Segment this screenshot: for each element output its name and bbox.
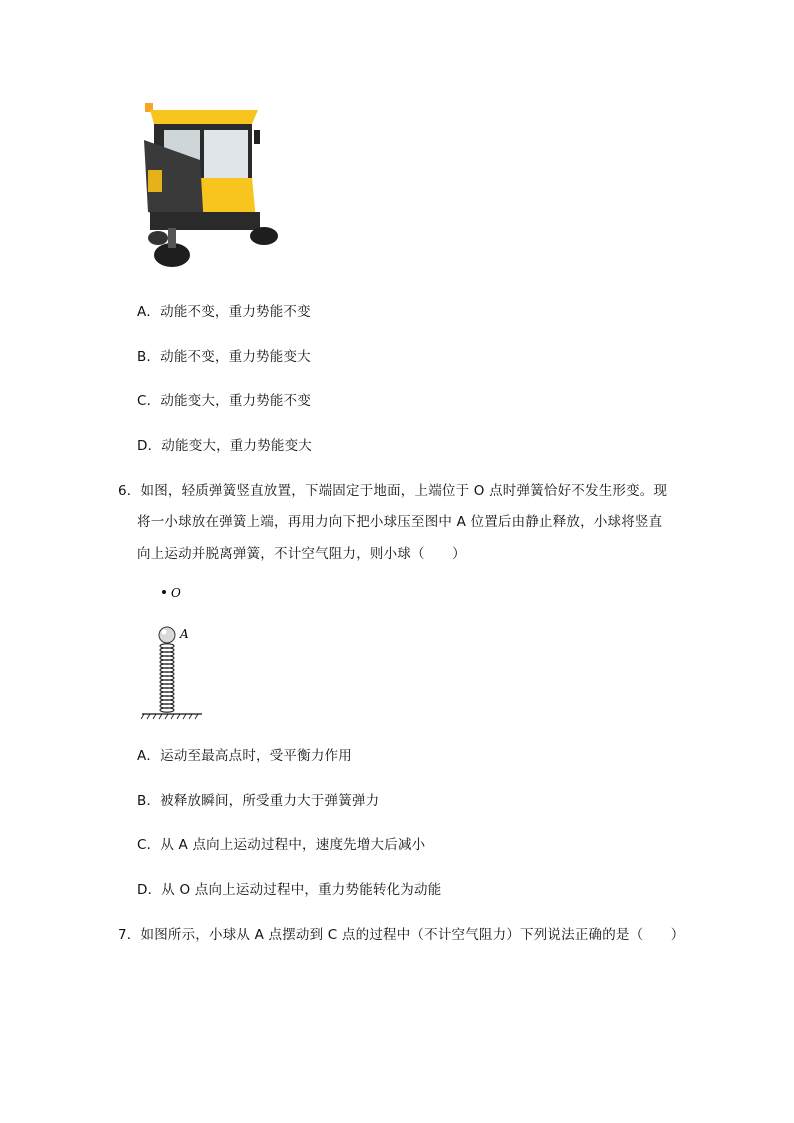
q5-option-d: D．动能变大，重力势能变大 [137,438,312,454]
point-a-label: A [180,627,189,641]
q5-option-b: B．动能不变，重力势能变大 [137,349,311,365]
q6-option-d: D．从 O 点向上运动过程中，重力势能转化为动能 [137,882,442,898]
q7-stem-line-1: 7．如图所示，小球从 A 点摆动到 C 点的过程中（不计空气阻力）下列说法正确的是（ ） [118,927,685,943]
q6-option-a: A．运动至最高点时，受平衡力作用 [137,748,352,764]
point-o-label: O [171,586,181,600]
q6-stem-line-2: 将一小球放在弹簧上端，再用力向下把小球压至图中 A 位置后由静止释放，小球将竖直 [137,514,663,530]
spring-coils [160,644,174,712]
q6-stem-line-1: 6．如图，轻质弹簧竖直放置，下端固定于地面，上端位于 O 点时弹簧恰好不发生形变。现 [118,483,668,499]
q5-option-a: A．动能不变，重力势能不变 [137,304,311,320]
spring-ball-diagram [140,582,210,722]
q5-option-c: C．动能变大，重力势能不变 [137,393,312,409]
q6-option-b: B．被释放瞬间，所受重力大于弹簧弹力 [137,793,380,809]
sweeper-vehicle-image [140,100,280,280]
q6-stem-line-3: 向上运动并脱离弹簧，不计空气阻力，则小球（ ） [137,546,466,562]
q6-option-c: C．从 A 点向上运动过程中，速度先增大后减小 [137,837,426,853]
